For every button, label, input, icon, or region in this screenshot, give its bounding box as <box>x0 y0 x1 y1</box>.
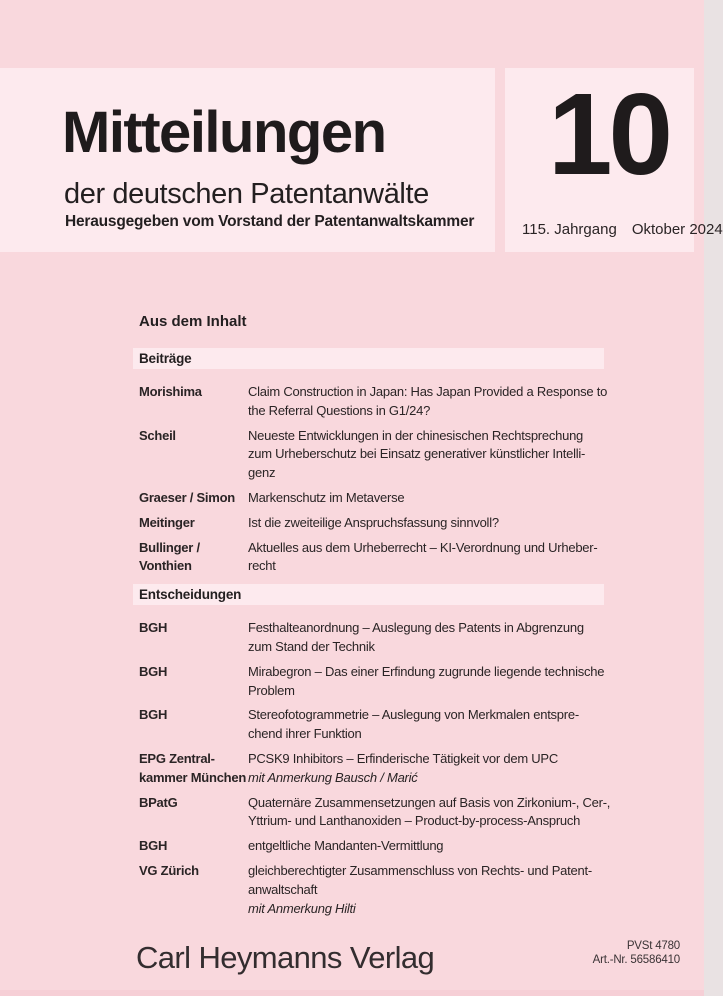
entry-title <box>248 663 604 701</box>
entry-author <box>139 750 248 788</box>
entry-title-line: entgeltliche Mandanten-Vermittlung <box>248 838 444 854</box>
entry-title-line: zum Stand der Technik <box>248 638 375 654</box>
entry-author-line: BGH <box>139 620 168 636</box>
entry-title <box>248 539 604 577</box>
entry-note: mit Anmerkung Bausch / Marić <box>248 769 418 785</box>
contents-heading: Aus dem Inhalt <box>139 313 247 330</box>
entry-title <box>248 619 604 657</box>
entry-title <box>248 706 604 744</box>
entry-title <box>248 794 610 832</box>
entry-author-line: BGH <box>139 663 168 679</box>
entry-author-line: BGH <box>139 838 168 854</box>
entry-title-line: Quaternäre Zusammensetzungen auf Basis von Zirkonium-, Cer-, <box>248 794 611 810</box>
entry-author-line: Meitinger <box>139 514 195 530</box>
entry-author <box>139 837 248 856</box>
entry-author-line: Scheil <box>139 427 176 443</box>
entry-title-line: genz <box>248 465 276 481</box>
entry-author <box>139 706 248 744</box>
publisher-name: Carl Heymanns Verlag <box>136 940 435 975</box>
toc-entry <box>133 619 604 657</box>
entry-author <box>139 862 248 918</box>
entry-author <box>139 619 248 657</box>
toc-entry <box>133 539 604 577</box>
toc-entry <box>133 750 604 788</box>
toc-entry <box>133 794 611 832</box>
toc-entry <box>133 383 608 421</box>
publisher-line: Herausgegeben vom Vorstand der Patentanwaltskammer <box>65 213 475 230</box>
entry-author-line: VG Zürich <box>139 862 199 878</box>
entry-author-line: BPatG <box>139 794 178 810</box>
entry-title-line: recht <box>248 558 276 574</box>
pvst-number: PVSt 4780 <box>626 940 680 952</box>
toc-entry <box>133 514 604 533</box>
entry-author <box>139 383 248 421</box>
entry-title-line: Neueste Entwicklungen in der chinesischen Rechtsprechung <box>248 427 584 443</box>
issue-meta <box>522 222 723 237</box>
entry-author <box>139 794 248 832</box>
entry-title-line: the Referral Questions in G1/24? <box>248 402 431 418</box>
toc-entry <box>133 706 604 744</box>
entry-author-line: EPG Zentral- <box>139 750 215 766</box>
entry-title <box>248 489 604 508</box>
entry-title-line: anwaltschaft <box>248 881 318 897</box>
entry-author-line: kammer München <box>139 769 247 785</box>
entry-title-line: chend ihrer Funktion <box>248 726 362 742</box>
toc-entry <box>133 837 604 856</box>
entry-title-line: Mirabegron – Das einer Erfindung zugrunde liegende technische <box>248 663 605 679</box>
entry-title-line: Festhalteanordnung – Auslegung des Patents in Abgrenzung <box>248 620 584 636</box>
entry-author <box>139 489 248 508</box>
entry-author-line: Graeser / Simon <box>139 489 235 505</box>
entry-title <box>248 383 607 421</box>
entry-author <box>139 514 248 533</box>
entry-title <box>248 427 604 483</box>
entry-title-line: Yttrium- und Lanthanoxiden – Product-by-process-Anspruch <box>248 813 581 829</box>
entry-title <box>248 750 604 788</box>
entry-title-line: gleichberechtigter Zusammenschluss von Rechts- und Patent- <box>248 862 592 878</box>
toc-entry <box>133 489 604 508</box>
toc-entry <box>133 427 604 483</box>
volume-label: 115. Jahrgang <box>522 221 617 238</box>
journal-title: Mitteilungen <box>62 100 386 165</box>
article-number: Art.-Nr. 56586410 <box>592 954 680 966</box>
entry-title-line: Claim Construction in Japan: Has Japan Provided a Response to <box>248 384 608 399</box>
section-header-1: Entscheidungen <box>133 584 604 605</box>
entry-author-line: Morishima <box>139 384 202 399</box>
entry-title-line: PCSK9 Inhibitors – Erfinderische Tätigkeit vor dem UPC <box>248 750 558 766</box>
toc-entry <box>133 862 604 918</box>
entry-author-line: BGH <box>139 707 168 723</box>
section-header-0: Beiträge <box>133 348 604 369</box>
issue-date: Oktober 2024 <box>631 221 723 238</box>
entry-author <box>139 427 248 483</box>
entry-title-line: Aktuelles aus dem Urheberrecht – KI-Verordnung und Urheber- <box>248 539 598 555</box>
issue-number: 10 <box>547 69 669 199</box>
toc-entry <box>133 663 604 701</box>
masthead-panel <box>0 68 495 252</box>
contents-sections <box>133 348 611 924</box>
entry-author-line: Vonthien <box>139 558 192 574</box>
entry-author <box>139 663 248 701</box>
page-bottom-edge <box>0 990 704 996</box>
entry-title-line: Markenschutz im Metaverse <box>248 489 405 505</box>
entry-title-line: Stereofotogrammetrie – Auslegung von Merkmalen entspre- <box>248 707 579 723</box>
entry-title <box>248 862 604 918</box>
entry-author-line: Bullinger / <box>139 539 200 555</box>
entry-note: mit Anmerkung Hilti <box>248 900 356 916</box>
issue-panel <box>505 68 723 252</box>
journal-subtitle: der deutschen Patentanwälte <box>64 178 429 210</box>
entry-title <box>248 837 604 856</box>
entry-title-line: zum Urheberschutz bei Einsatz generativer künstlicher Intelli- <box>248 446 586 462</box>
entry-author <box>139 539 248 577</box>
entry-title-line: Ist die zweiteilige Anspruchsfassung sinnvoll? <box>248 514 499 530</box>
entry-title-line: Problem <box>248 682 295 698</box>
entry-title <box>248 514 604 533</box>
postal-codes <box>593 939 680 967</box>
